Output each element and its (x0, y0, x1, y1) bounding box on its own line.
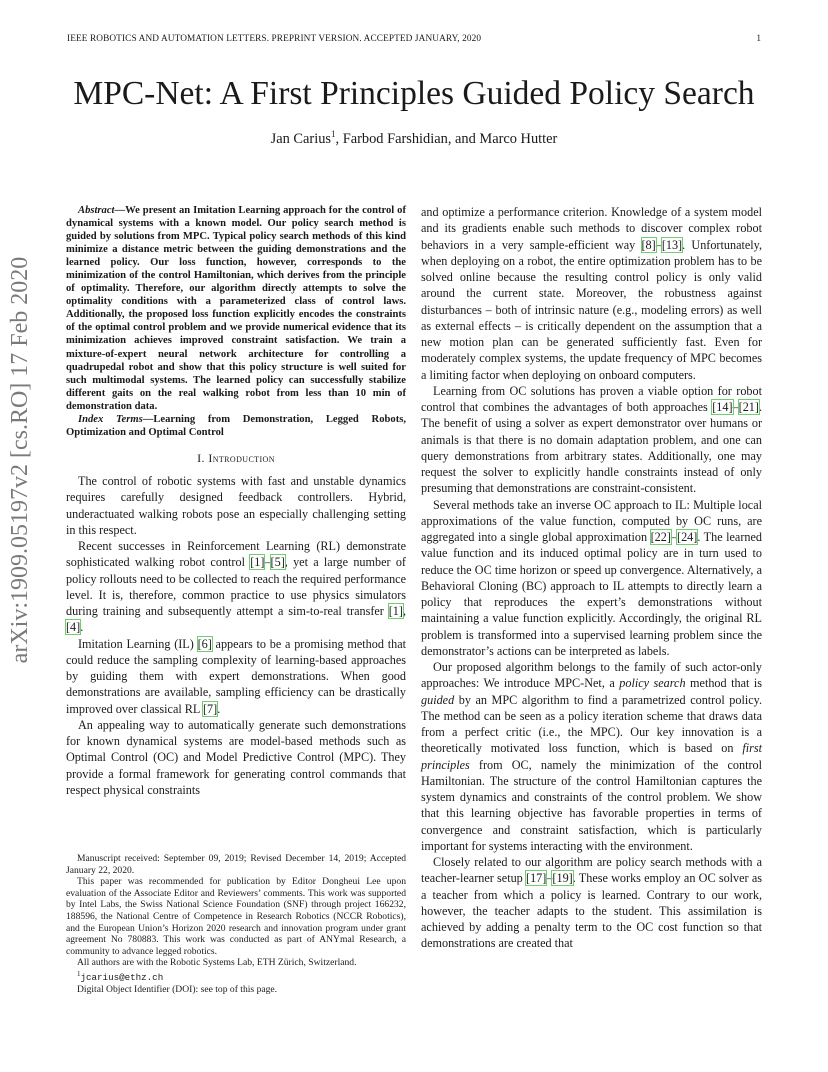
section-title: Introduction (208, 450, 275, 465)
footnote-recommendation: This paper was recommended for publication by Editor Dongheui Lee upon evaluation of the Associate Editor and Reviewers’ comments. This work was supported by Intel Labs, the Swiss National Science Foundation (SNF) through project 166232, 188596, the National Centre of Competence in Research Robotics (NCCR Robotics), and the European Union’s Horizon 2020 research and innovation program under grant agreement No 780883. This work was conducted as part of ANYmal Research, a community to advance legged robotics. (66, 876, 406, 957)
text-run: by an MPC algorithm to find a parametrized control policy. The method can be seen as a policy iteration scheme that draws data from a perfect critic (i.e., the MPC). Our key innovation is a theoretically motivated loss function, which is based on (421, 692, 762, 756)
text-run: – (670, 530, 678, 544)
citation-link[interactable]: [1] (388, 604, 403, 619)
right-paragraph-4 (421, 659, 762, 854)
text-run: Imitation Learning (IL) (78, 636, 198, 651)
footnote-email (66, 969, 406, 984)
text-run: – (732, 400, 739, 414)
text-run: Our proposed algorithm belongs to the family of such actor-only approaches: We introduce MPC-Net, a (421, 660, 762, 691)
right-paragraph-1 (421, 204, 762, 383)
footnote-mark: 1 (77, 969, 81, 978)
citation-link[interactable]: [24] (677, 530, 698, 544)
intro-paragraph-2 (66, 538, 406, 636)
index-terms-label: Index Terms (78, 413, 143, 425)
text-run: Learning from OC solutions has proven a viable option for robot control that combines the advantages of both approaches (421, 383, 762, 414)
author-affiliation-mark: 1 (331, 129, 336, 139)
page-number: 1 (756, 34, 761, 44)
citation-link[interactable]: [14] (712, 400, 733, 414)
emphasis: first principles (421, 741, 762, 772)
index-terms-text: —Learning from Demonstration, Legged Robots, Optimization and Optimal Control (66, 413, 406, 438)
citation-link[interactable]: [6] (197, 636, 212, 651)
abstract (66, 204, 406, 413)
intro-paragraph-4: An appealing way to automatically generate such demonstrations for known dynamical systems are model-based methods such as Optimal Control (OC) and Model Predictive Control (MPC). They provide a formal framework for generating control commands that respect physical constraints (66, 717, 406, 797)
text-run: and optimize a performance criterion. Knowledge of a system model and its gradients enable such methods to discover complex robot behaviors in a very sample-efficient way (421, 205, 762, 252)
paper-title: MPC-Net: A First Principles Guided Policy Search (73, 75, 755, 112)
right-column (421, 204, 762, 952)
index-terms (66, 413, 406, 439)
intro-paragraph-1: The control of robotic systems with fast and unstable dynamics requires carefully designed feedback controllers. Hybrid, underactuated walking robots pose an especially challenging setting in this respect. (66, 474, 406, 537)
author-list (0, 129, 828, 148)
other-authors: , Farbod Farshidian, and Marco Hutter (335, 130, 558, 147)
right-paragraph-2 (421, 383, 762, 497)
text-run: , yet a large number of policy rollouts need to be collected to reach the required performance level. It is, therefore, common practice to use physics simulators during training and subsequently attempt a sim-to-real transfer (66, 555, 406, 619)
citation-link[interactable]: [22] (650, 530, 671, 544)
intro-paragraph-3 (66, 636, 406, 717)
text-run: – (264, 555, 271, 570)
text-run: from OC, namely the minimization of the control Hamiltonian. The structure of the control Hamiltonian captures the system dynamics and constraints of the control problem. We show that this learning objective has favorable properties in terms of convergence and constraint satisfaction, which is particularly important for systems interacting with the environment. (421, 757, 762, 853)
citation-link[interactable]: [1] (250, 555, 265, 570)
citation-link[interactable]: [5] (270, 555, 285, 570)
footnotes (66, 853, 406, 995)
text-run: . Unfortunately, when deploying on a robot, the entire optimization problem has to be solved online because the resulting control policy is only valid around the current state. Moreover, the robustness against disturbances – both of intrinsic nature (e.g., modeling errors) as well as external effects – is critically dependent on the assumption that a new motion plan can be generated sufficiently fast. Even for moderately complex systems, the update frequency of MPC becomes a limiting factor when deploying on onboard computers. (421, 237, 763, 382)
email-link[interactable]: jcarius@ethz.ch (80, 972, 164, 984)
right-paragraph-3 (421, 497, 762, 660)
text-run: , (402, 604, 406, 619)
citation-link[interactable]: [7] (202, 701, 218, 716)
text-run: . These works employ an OC solver as a teacher from which a policy is learned. Contrary to our work, however, the teacher adapts to the student. This assimilation is achieved by adding a penalty term to the OC cost function so that demonstrations are created that (421, 871, 762, 951)
citation-link[interactable]: [4] (66, 620, 81, 635)
text-run: – (546, 871, 553, 886)
author-name: Jan Carius (270, 130, 332, 147)
emphasis: policy search (619, 676, 686, 691)
text-run: – (655, 237, 662, 252)
footnote-doi: Digital Object Identifier (DOI): see top of this page. (77, 983, 278, 995)
left-column (66, 204, 406, 798)
text-run: method that is (685, 676, 762, 691)
running-header-left: IEEE ROBOTICS AND AUTOMATION LETTERS. PREPRINT VERSION. ACCEPTED JANUARY, 2020 (67, 34, 482, 44)
citation-link[interactable]: [19] (552, 871, 573, 886)
citation-link[interactable]: [13] (661, 237, 683, 252)
abstract-text: —We present an Imitation Learning approach for the control of dynamical systems with a known model. Our policy search method is guided by solutions from MPC. Typical policy search methods of this kind minimize a distance metric between the guiding demonstrations and the learned policy. Our loss function, however, corresponds to the minimization of the control Hamiltonian, which derives from the principle of optimality. Therefore, our algorithm directly attempts to solve the optimality conditions with a parameterized class of control laws. Additionally, the proposed loss function explicitly encodes the constraints of the optimal control problem and we provide numerical evidence that its minimization achieves improved constraint satisfaction. We train a mixture-of-expert neural network architecture for controlling a quadrupedal robot and show that this policy structure is well suited for such multimodal systems. The learned policy can successfully stabilize different gaits on the real walking robot from less than 10 min of demonstration data. (66, 205, 406, 412)
text-run: Recent successes in Reinforcement Learning (RL) demonstrate sophisticated walking robot control (66, 539, 406, 570)
arxiv-sidebar-identifier: arXiv:1909.05197v2 [cs.RO] 17 Feb 2020 (7, 256, 33, 664)
citation-link[interactable]: [8] (641, 237, 656, 252)
text-run: Closely related to our algorithm are policy search methods with a teacher-learner setup (421, 855, 762, 886)
text-run: . (80, 620, 84, 635)
citation-link[interactable]: [17] (526, 871, 547, 886)
right-paragraph-5 (421, 854, 762, 952)
footnote-received: Manuscript received: September 09, 2019; Revised December 14, 2019; Accepted January 22, 2020. (66, 853, 406, 876)
text-run: Several methods take an inverse OC approach to IL: Multiple local approximations of the value function, computed by OC runs, are aggregated into a single global approximation (421, 497, 762, 544)
text-run: appears to be a promising method that could reduce the sampling complexity of learning-based approaches by guiding them with expert demonstrations. When good demonstrations are available, sampling efficiency can be drastically improved over classical RL (66, 636, 406, 716)
footnote-affiliation: All authors are with the Robotic Systems Lab, ETH Zürich, Switzerland. (77, 957, 357, 969)
text-run: . The benefit of using a solver as expert demonstrator over humans or animals is that there is no domain adaptation problem, and one can query demonstrations from arbitrary states. Additionally, one may request the solver to explicitly handle constraints instead of only presuming that demonstrations are constraint-consistent. (421, 400, 762, 496)
emphasis: guided (421, 692, 455, 707)
section-number: I. (197, 450, 205, 465)
text-run: . (217, 701, 221, 716)
citation-link[interactable]: [21] (738, 400, 759, 414)
text-run: . The learned value function and its induced optimal policy are in turn used to reduce the OC time horizon or speed up convergence. Alternatively, a Behavioral Cloning (BC) approach to IL attempts to directly learn a policy that reproduces the expert’s demonstrations without maintaining a value function explicitly. Accordingly, the original RL problem is transformed into a supervised learning problem since the demonstrator’s actions can be interpreted as labels. (421, 530, 763, 658)
section-heading (66, 450, 406, 466)
abstract-label: Abstract (78, 205, 115, 216)
